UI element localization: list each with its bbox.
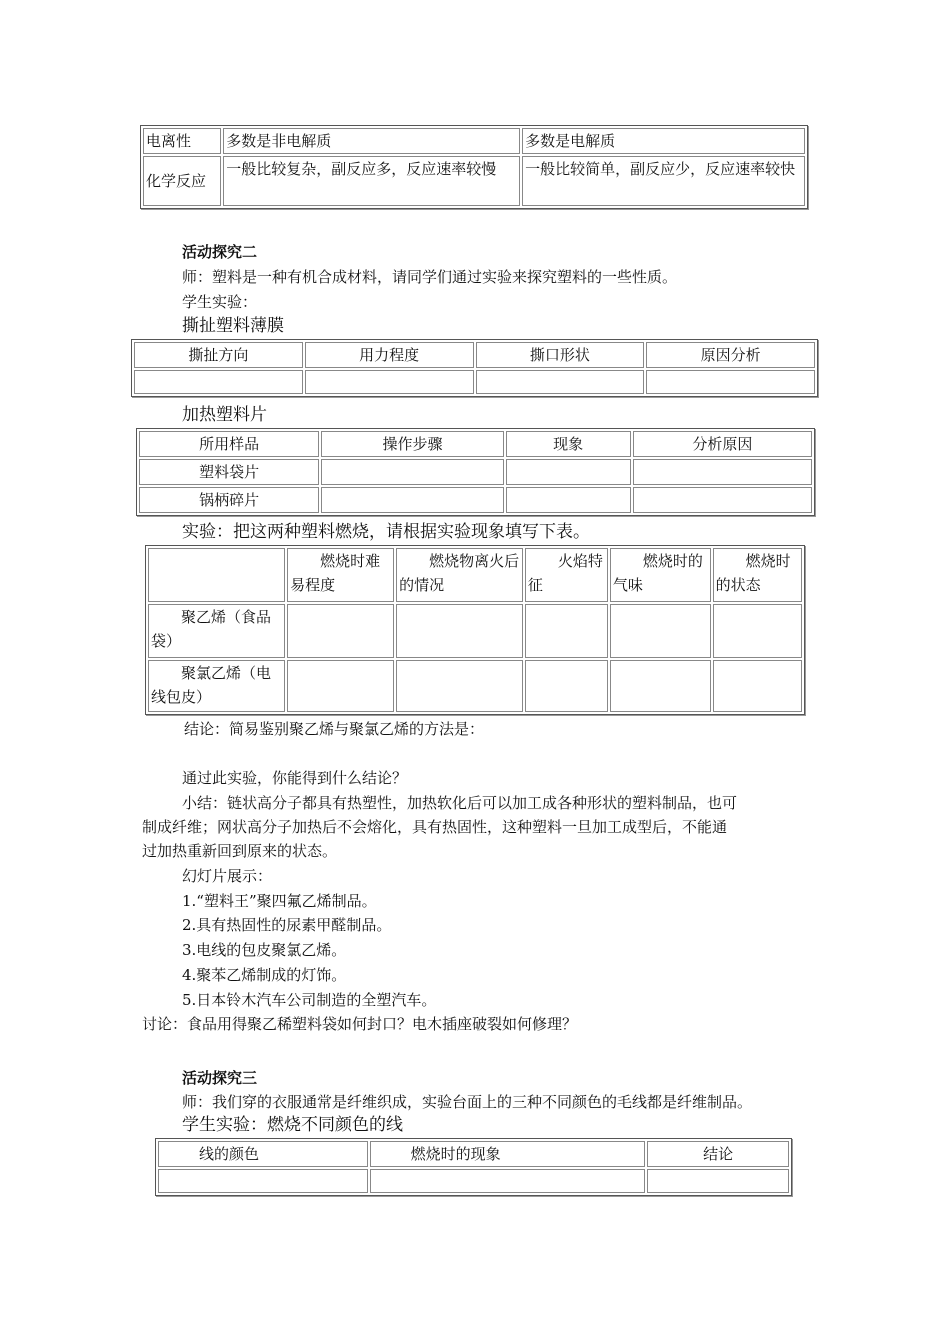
table-cell bbox=[370, 1169, 646, 1193]
slide-item: 3.电线的包皮聚氯乙烯。 bbox=[182, 941, 347, 959]
table-cell bbox=[506, 487, 631, 513]
table-header-row bbox=[148, 548, 802, 602]
table-cell: 化学反应 bbox=[143, 156, 221, 206]
table-cell bbox=[506, 459, 631, 485]
table-row bbox=[148, 660, 802, 712]
table-row bbox=[139, 487, 812, 513]
table-header-cell: 操作步骤 bbox=[321, 431, 503, 457]
table-cell bbox=[321, 459, 503, 485]
activity2-heading: 活动探究二 bbox=[182, 243, 258, 261]
slide-item: 4.聚苯乙烯制成的灯饰。 bbox=[182, 966, 347, 984]
table-row bbox=[143, 156, 805, 206]
slide-item: 5.日本铃木汽车公司制造的全塑汽车。 bbox=[182, 991, 437, 1009]
table-header-cell: 所用样品 bbox=[139, 431, 319, 457]
table-cell bbox=[158, 1169, 368, 1193]
table-cell bbox=[525, 604, 608, 658]
table-header-cell: 撕口形状 bbox=[476, 342, 645, 368]
table-cell bbox=[525, 660, 608, 712]
summary-line: 小结：链状高分子都具有热塑性，加热软化后可以加工成各种形状的塑料制品，也可 bbox=[182, 794, 738, 812]
table-cell: 多数是电解质 bbox=[522, 128, 805, 154]
discussion-text: 讨论：食品用得聚乙稀塑料袋如何封口？电木插座破裂如何修理？ bbox=[142, 1015, 578, 1033]
table-cell bbox=[287, 660, 394, 712]
table-header-cell: 燃烧时难易程度 bbox=[287, 548, 394, 602]
heat-title: 加热塑料片 bbox=[182, 405, 267, 425]
activity3-student-exp: 学生实验：燃烧不同颜色的线 bbox=[182, 1115, 403, 1135]
table-header-row bbox=[139, 431, 812, 457]
table-header-cell: 线的颜色 bbox=[158, 1141, 368, 1167]
table-cell bbox=[633, 459, 812, 485]
table-cell bbox=[647, 1169, 789, 1193]
burn-intro: 实验：把这两种塑料燃烧，请根据实验现象填写下表。 bbox=[182, 522, 590, 542]
slide-item: 2.具有热固性的尿素甲醛制品。 bbox=[182, 916, 392, 934]
table-header-cell: 撕扯方向 bbox=[134, 342, 303, 368]
table-cell: 塑料袋片 bbox=[139, 459, 319, 485]
table-header-cell: 原因分析 bbox=[646, 342, 815, 368]
table-header-cell: 燃烧物离火后的情况 bbox=[396, 548, 523, 602]
table-cell: 聚氯乙烯（电线包皮） bbox=[148, 660, 285, 712]
table-cell bbox=[396, 660, 523, 712]
table-header-cell: 燃烧时的气味 bbox=[610, 548, 711, 602]
tear-title: 撕扯塑料薄膜 bbox=[182, 316, 284, 336]
table-cell: 多数是非电解质 bbox=[223, 128, 520, 154]
slides-title: 幻灯片展示： bbox=[182, 867, 273, 885]
table-row bbox=[158, 1169, 789, 1193]
table-cell bbox=[713, 604, 802, 658]
table-cell: 锅柄碎片 bbox=[139, 487, 319, 513]
summary-line: 过加热重新回到原来的状态。 bbox=[142, 842, 338, 860]
activity3-teacher-text: 师：我们穿的衣服通常是纤维织成，实验台面上的三种不同颜色的毛线都是纤维制品。 bbox=[182, 1093, 753, 1111]
activity2-student-exp: 学生实验： bbox=[182, 293, 258, 311]
table-header-cell: 燃烧时的状态 bbox=[713, 548, 802, 602]
table-row bbox=[143, 128, 805, 154]
table-row bbox=[139, 459, 812, 485]
table-cell bbox=[610, 660, 711, 712]
table-cell bbox=[476, 370, 645, 394]
table-cell: 电离性 bbox=[143, 128, 221, 154]
table-header-cell bbox=[148, 548, 285, 602]
table-header-cell: 现象 bbox=[506, 431, 631, 457]
table-cell: 一般比较复杂，副反应多，反应速率较慢 bbox=[223, 156, 520, 206]
table-cell bbox=[321, 487, 503, 513]
table-cell: 一般比较简单，副反应少，反应速率较快 bbox=[522, 156, 805, 206]
table-header-row bbox=[134, 342, 815, 368]
table-cell bbox=[305, 370, 474, 394]
tear-table bbox=[131, 339, 818, 397]
table-row bbox=[148, 604, 802, 658]
thread-table bbox=[155, 1138, 792, 1196]
question-text: 通过此实验，你能得到什么结论？ bbox=[182, 769, 408, 787]
table-row bbox=[134, 370, 815, 394]
table-header-cell: 用力程度 bbox=[305, 342, 474, 368]
activity3-heading: 活动探究三 bbox=[182, 1069, 258, 1087]
table-header-row bbox=[158, 1141, 789, 1167]
table-header-cell: 结论 bbox=[647, 1141, 789, 1167]
table-cell bbox=[713, 660, 802, 712]
activity2-teacher-text: 师：塑料是一种有机合成材料，请同学们通过实验来探究塑料的一些性质。 bbox=[182, 268, 678, 286]
table-cell: 聚乙烯（食品袋） bbox=[148, 604, 285, 658]
table-header-cell: 分析原因 bbox=[633, 431, 812, 457]
summary-line: 制成纤维；网状高分子加热后不会熔化，具有热固性，这种塑料一旦加工成型后，不能通 bbox=[142, 818, 728, 836]
table-cell bbox=[396, 604, 523, 658]
table-cell bbox=[134, 370, 303, 394]
slide-item: 1.“塑料王”聚四氟乙烯制品。 bbox=[182, 892, 377, 910]
table-header-cell: 燃烧时的现象 bbox=[370, 1141, 646, 1167]
conclusion-text: 结论：简易鉴别聚乙烯与聚氯乙烯的方法是： bbox=[184, 720, 485, 738]
table-cell bbox=[646, 370, 815, 394]
table-cell bbox=[287, 604, 394, 658]
table-header-cell: 火焰特征 bbox=[525, 548, 608, 602]
burn-table bbox=[145, 545, 805, 715]
table-cell bbox=[633, 487, 812, 513]
table-cell bbox=[610, 604, 711, 658]
heat-table bbox=[136, 428, 815, 516]
comparison-table bbox=[140, 125, 808, 209]
